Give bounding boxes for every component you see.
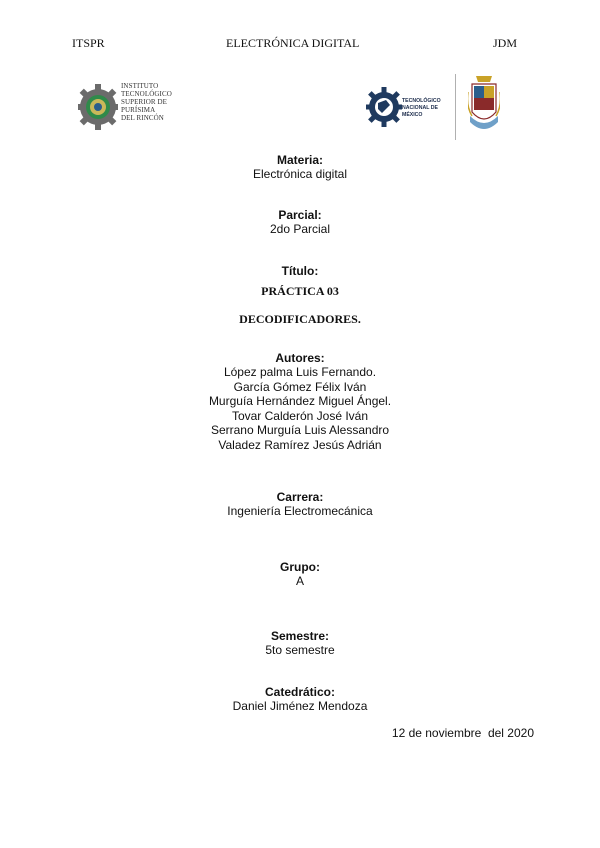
autores-label: Autores: <box>275 351 325 365</box>
tecnm-logo <box>366 74 450 140</box>
author-name: Serrano Murguía Luis Alessandro <box>210 423 390 437</box>
logo-text-line: NACIONAL DE MÉXICO <box>402 105 438 118</box>
semestre-value: 5to semestre <box>265 643 335 657</box>
autores-section <box>0 351 600 452</box>
materia-section <box>0 153 600 181</box>
tecnm-logo-text <box>402 98 452 119</box>
author-name: García Gómez Félix Iván <box>233 379 367 394</box>
practica-title: DECODIFICADORES. <box>239 312 361 326</box>
logo-text-line: INSTITUTO <box>121 82 159 90</box>
titulo-label: Título: <box>281 264 319 278</box>
itspr-logo-text <box>121 82 177 122</box>
logo-text-line: SUPERIOR DE <box>121 98 168 106</box>
grupo-label: Grupo: <box>280 560 320 574</box>
carrera-label: Carrera: <box>276 490 324 504</box>
header-initials: JDM <box>493 36 518 50</box>
logo-divider <box>455 74 456 140</box>
header-subject: ELECTRÓNICA DIGITAL <box>226 36 360 50</box>
author-name: Murguía Hernández Miguel Ángel. <box>208 394 392 408</box>
author-name: Tovar Calderón José Iván <box>231 408 369 423</box>
parcial-value: 2do Parcial <box>269 222 331 236</box>
parcial-label: Parcial: <box>278 208 322 222</box>
carrera-value: Ingeniería Electromecánica <box>227 504 373 518</box>
grupo-section <box>0 560 600 588</box>
document-date: 12 de noviembre del 2020 <box>391 726 534 740</box>
catedratico-section <box>0 685 600 713</box>
logo-text-line: PURÍSIMA <box>121 106 156 114</box>
semestre-label: Semestre: <box>270 629 330 643</box>
grupo-value: A <box>295 574 304 588</box>
materia-value: Electrónica digital <box>252 167 348 181</box>
practica-number: PRÁCTICA 03 <box>261 284 339 298</box>
page-header <box>0 36 600 52</box>
semestre-section <box>0 629 600 657</box>
itspr-gear-logo-icon <box>78 74 118 140</box>
carrera-section <box>0 490 600 518</box>
logo-text-line: DEL RINCÓN <box>121 114 164 122</box>
logo-text-line: TECNOLÓGICO <box>121 90 172 98</box>
coat-of-arms-logo-icon <box>468 72 500 140</box>
author-name: López palma Luis Fernando. <box>223 365 377 379</box>
author-name: Valadez Ramírez Jesús Adrián <box>218 437 382 452</box>
tecnm-logo-icon <box>366 74 402 140</box>
materia-label: Materia: <box>276 153 323 167</box>
header-institution: ITSPR <box>72 36 105 50</box>
catedratico-value: Daniel Jiménez Mendoza <box>232 699 368 713</box>
itspr-logo <box>78 74 178 140</box>
titulo-section <box>0 264 600 326</box>
logo-text-line: TECNOLÓGICO <box>402 98 441 104</box>
catedratico-label: Catedrático: <box>264 685 335 699</box>
parcial-section <box>0 208 600 236</box>
